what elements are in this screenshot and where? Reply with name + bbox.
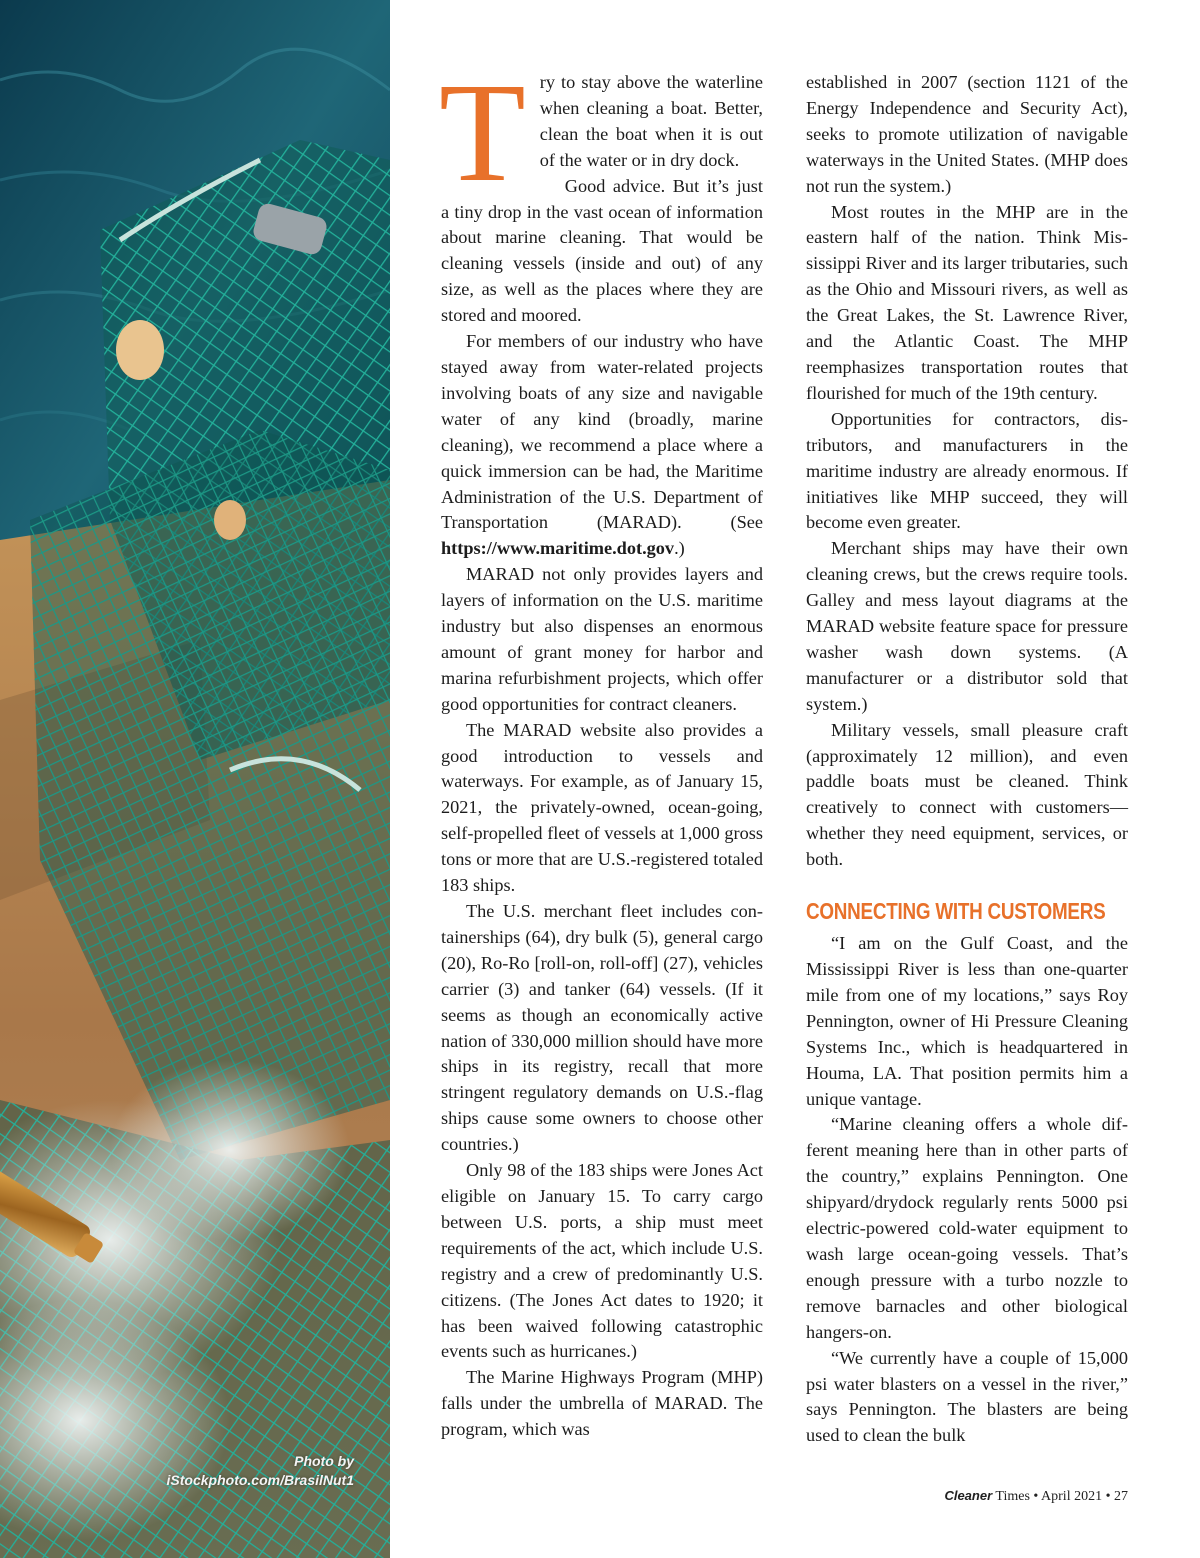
magazine-name-italic: Cleaner: [944, 1488, 993, 1503]
paragraph: The U.S. merchant fleet includes containerships (64), dry bulk (5), general cargo (20), Ro-Ro [roll-on, roll-off] (27), vehicles carrier (3) and tanker (64) vessels. (If it seems as though an economically active nation of 330,000 million should have more ships in its registry, recall that more stringent regulatory demands on U.S.-flag ships cause some owners to choose other countries.): [441, 901, 763, 1155]
paragraph: “I am on the Gulf Coast, and the Mississippi River is less than one-quarter mile from one of my locations,” says Roy Pennington, owner of Hi Pressure Cleaning Systems Inc., which is headquartered in Houma, LA. That position permits him a unique vantage.: [806, 933, 1128, 1109]
paragraph-text: .): [674, 538, 685, 559]
paragraph: “Marine cleaning offers a whole different meaning here than in other parts of the country,” explains Pennington. One shipyard/drydock regularly rents 5000 psi electric-powered cold-water equipment to wash large ocean-going vessels. That’s enough pressure with a turbo nozzle to remove barnacles and other biological hangers-on.: [806, 1114, 1128, 1342]
photo-illustration: [0, 0, 390, 1558]
issue-date: • April 2021 •: [1029, 1489, 1114, 1504]
paragraph: established in 2007 (section 1121 of the Energy Independence and Security Act), seeks to promote utilization of navigable waterways in the United States. (MHP does not run the system.): [806, 72, 1128, 196]
paragraph: Merchant ships may have their own cleaning crews, but the crews require tools. Galley and mess layout diagrams at the MARAD website feature space for pressure washer wash down systems. (A manufacturer or a distributor sold that system.): [806, 538, 1128, 714]
paragraph: Military vessels, small pleasure craft (approximately 12 million), and even paddle boats must be cleaned. Think creatively to connect with customers—whether they need equipment, services, or both.: [806, 719, 1128, 870]
lobster-traps-photo: [0, 0, 390, 1558]
page-number: 27: [1114, 1489, 1128, 1504]
photo-credit: [167, 1452, 354, 1490]
magazine-name-rest: Times: [992, 1489, 1030, 1504]
paragraph: Most routes in the MHP are in the eastern half of the nation. Think Mississippi River and its larger tributaries, such as the Ohio and Missouri rivers, as well as the Great Lakes, the St. Lawrence River, and the Atlantic Coast. The MHP reemphasizes transportation routes that flourished for much of the 19th century.: [806, 201, 1128, 403]
photo-credit-line2: iStockphoto.com/BrasilNut1: [166, 1472, 354, 1488]
paragraph: [439, 53, 763, 211]
maritime-website-link[interactable]: https://www.maritime.dot.gov: [441, 538, 675, 559]
paragraph-text: ry to stay above the waterline when cleaning a boat. Better, clean the boat when it is out of the water or in dry dock.: [539, 72, 763, 170]
paragraph: The Marine Highways Program (MHP) falls under the umbrella of MARAD. The program, which was: [441, 1367, 763, 1440]
paragraph: Only 98 of the 183 ships were Jones Act eligible on January 15. To carry cargo between U.S. ports, a ship must meet requirements of the act, which include U.S. registry and a crew of predominantly U.S. citizens. (The Jones Act dates to 1920; it has been waived following catastrophic events such as hurricanes.): [441, 1160, 763, 1362]
paragraph: The MARAD website also provides a good introduction to vessels and waterways. For example, as of January 15, 2021, the privately-owned, ocean-going, self-propelled fleet of vessels at 1,000 gross tons or more that are U.S.-registered totaled 183 ships.: [441, 719, 763, 896]
paragraph-text: For members of our industry who have stayed away from water-related projects involving boats of any size and navigable water of any kind (broadly, marine cleaning), we recommend a place where a quick immersion can be had, the Maritime Administration of the U.S. Department of Transportation (MARAD). (See: [441, 331, 763, 533]
paragraph: “We currently have a couple of 15,000 psi water blasters on a vessel in the river,” says Pennington. The blasters are being used to clean the bulk: [806, 1347, 1128, 1446]
page-footer: [944, 1488, 1128, 1505]
article-column-1: [439, 53, 763, 1443]
section-heading: CONNECTING WITH CUSTOMERS: [806, 898, 1106, 925]
paragraph: [441, 329, 763, 562]
drop-cap: T: [439, 53, 526, 211]
paragraph: Good advice. But it’s just a tiny drop in the vast ocean of information about marine cleaning. That would be cleaning vessels (inside and out) of any size, as well as the places where they are stored and moored.: [441, 175, 763, 326]
photo-credit-line1: Photo by: [294, 1453, 354, 1469]
paragraph: MARAD not only provides layers and layers of information on the U.S. maritime industry but also dispenses an enormous amount of grant money for harbor and marina refurbishment projects, which offer good opportunities for contract cleaners.: [441, 564, 763, 714]
article-column-2: [806, 70, 1128, 1449]
paragraph: Opportunities for contractors, distributors, and manufacturers in the maritime industry are already enormous. If initiatives like MHP succeed, they will become even greater.: [806, 408, 1128, 533]
